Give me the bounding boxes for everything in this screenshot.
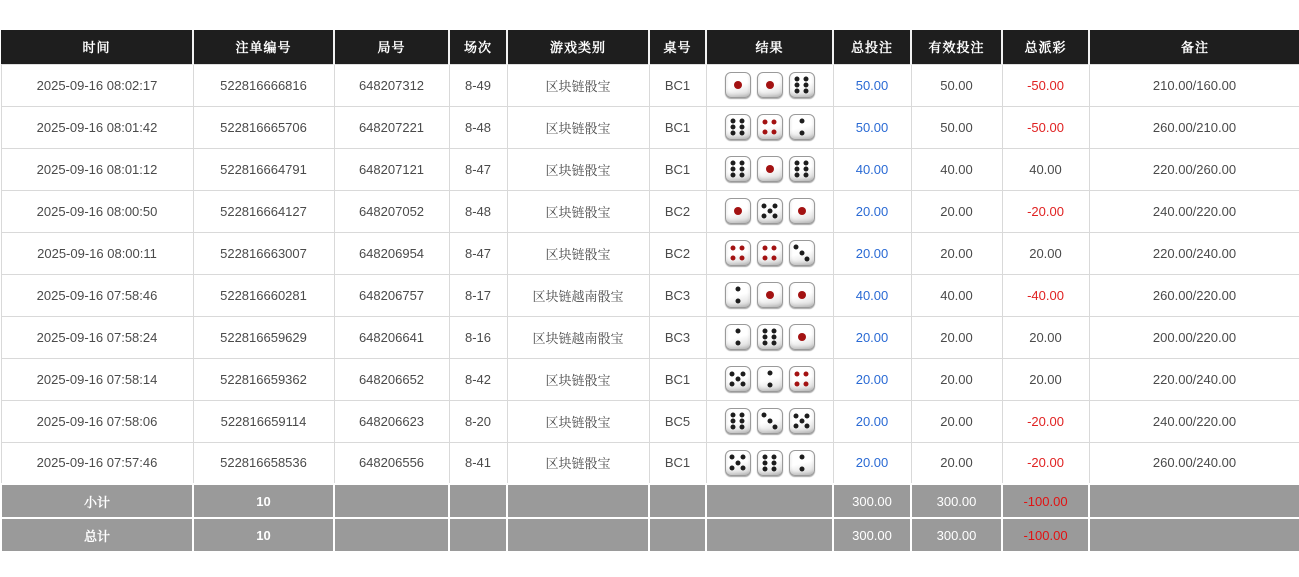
table-row bbox=[1, 316, 1299, 358]
summary-empty-cell bbox=[449, 484, 507, 518]
die-face-6 bbox=[757, 450, 783, 476]
grand-total-row bbox=[1, 518, 1299, 552]
table-no-cell: BC3 bbox=[649, 274, 706, 316]
summary-empty-cell bbox=[507, 484, 649, 518]
column-header-table-no: 桌号 bbox=[649, 30, 706, 64]
result-cell bbox=[706, 274, 833, 316]
die-face-4 bbox=[789, 366, 815, 392]
die-face-3 bbox=[757, 408, 783, 434]
table-row bbox=[1, 232, 1299, 274]
die-face-2 bbox=[725, 282, 751, 308]
summary-total-bet: 300.00 bbox=[833, 484, 911, 518]
remark-cell: 220.00/260.00 bbox=[1089, 148, 1299, 190]
game-type-cell: 区块链越南骰宝 bbox=[507, 274, 649, 316]
table-body bbox=[1, 64, 1299, 484]
summary-empty-cell bbox=[1089, 484, 1299, 518]
valid-bet-cell: 40.00 bbox=[911, 274, 1002, 316]
header-row bbox=[1, 30, 1299, 64]
remark-cell: 260.00/210.00 bbox=[1089, 106, 1299, 148]
total-payout-cell: -40.00 bbox=[1002, 274, 1089, 316]
round-id-cell: 648207221 bbox=[334, 106, 449, 148]
session-cell: 8-49 bbox=[449, 64, 507, 106]
summary-count: 10 bbox=[193, 518, 334, 552]
table-no-cell: BC1 bbox=[649, 442, 706, 484]
table-no-cell: BC5 bbox=[649, 400, 706, 442]
die-face-6 bbox=[725, 114, 751, 140]
time-cell: 2025-09-16 07:58:46 bbox=[1, 274, 193, 316]
valid-bet-cell: 20.00 bbox=[911, 190, 1002, 232]
die-face-5 bbox=[725, 450, 751, 476]
session-cell: 8-47 bbox=[449, 232, 507, 274]
total-bet-link[interactable]: 50.00 bbox=[833, 64, 911, 106]
session-cell: 8-47 bbox=[449, 148, 507, 190]
bet-id-cell: 522816665706 bbox=[193, 106, 334, 148]
session-cell: 8-42 bbox=[449, 358, 507, 400]
valid-bet-cell: 20.00 bbox=[911, 400, 1002, 442]
table-row bbox=[1, 274, 1299, 316]
time-cell: 2025-09-16 07:58:24 bbox=[1, 316, 193, 358]
column-header-result: 结果 bbox=[706, 30, 833, 64]
summary-empty-cell bbox=[706, 518, 833, 552]
time-cell: 2025-09-16 08:00:50 bbox=[1, 190, 193, 232]
session-cell: 8-41 bbox=[449, 442, 507, 484]
bet-id-cell: 522816659114 bbox=[193, 400, 334, 442]
bet-id-cell: 522816659362 bbox=[193, 358, 334, 400]
total-bet-link[interactable]: 20.00 bbox=[833, 358, 911, 400]
total-bet-link[interactable]: 40.00 bbox=[833, 274, 911, 316]
valid-bet-cell: 20.00 bbox=[911, 442, 1002, 484]
round-id-cell: 648206652 bbox=[334, 358, 449, 400]
valid-bet-cell: 40.00 bbox=[911, 148, 1002, 190]
valid-bet-cell: 20.00 bbox=[911, 358, 1002, 400]
round-id-cell: 648207121 bbox=[334, 148, 449, 190]
die-face-6 bbox=[789, 72, 815, 98]
die-face-2 bbox=[725, 324, 751, 350]
die-face-1 bbox=[757, 282, 783, 308]
bet-id-cell: 522816660281 bbox=[193, 274, 334, 316]
table-no-cell: BC1 bbox=[649, 148, 706, 190]
die-face-5 bbox=[725, 366, 751, 392]
table-row bbox=[1, 400, 1299, 442]
total-payout-cell: 20.00 bbox=[1002, 358, 1089, 400]
result-cell bbox=[706, 400, 833, 442]
valid-bet-cell: 50.00 bbox=[911, 106, 1002, 148]
die-face-4 bbox=[757, 240, 783, 266]
session-cell: 8-20 bbox=[449, 400, 507, 442]
remark-cell: 210.00/160.00 bbox=[1089, 64, 1299, 106]
column-header-time: 时间 bbox=[1, 30, 193, 64]
die-face-4 bbox=[725, 240, 751, 266]
result-cell bbox=[706, 64, 833, 106]
column-header-round-id: 局号 bbox=[334, 30, 449, 64]
total-payout-cell: 20.00 bbox=[1002, 316, 1089, 358]
summary-total-payout: -100.00 bbox=[1002, 484, 1089, 518]
session-cell: 8-16 bbox=[449, 316, 507, 358]
round-id-cell: 648206623 bbox=[334, 400, 449, 442]
die-face-2 bbox=[757, 366, 783, 392]
total-bet-link[interactable]: 20.00 bbox=[833, 442, 911, 484]
remark-cell: 240.00/220.00 bbox=[1089, 400, 1299, 442]
round-id-cell: 648207312 bbox=[334, 64, 449, 106]
die-face-1 bbox=[725, 198, 751, 224]
total-bet-link[interactable]: 20.00 bbox=[833, 400, 911, 442]
game-type-cell: 区块链骰宝 bbox=[507, 442, 649, 484]
total-bet-link[interactable]: 20.00 bbox=[833, 232, 911, 274]
summary-valid-bet: 300.00 bbox=[911, 484, 1002, 518]
die-face-1 bbox=[789, 198, 815, 224]
remark-cell: 220.00/240.00 bbox=[1089, 232, 1299, 274]
table-no-cell: BC1 bbox=[649, 64, 706, 106]
round-id-cell: 648207052 bbox=[334, 190, 449, 232]
summary-empty-cell bbox=[334, 484, 449, 518]
summary-empty-cell bbox=[1089, 518, 1299, 552]
game-type-cell: 区块链骰宝 bbox=[507, 232, 649, 274]
summary-valid-bet: 300.00 bbox=[911, 518, 1002, 552]
column-header-total-payout: 总派彩 bbox=[1002, 30, 1089, 64]
result-cell bbox=[706, 442, 833, 484]
table-footer bbox=[1, 484, 1299, 552]
summary-empty-cell bbox=[449, 518, 507, 552]
die-face-6 bbox=[789, 156, 815, 182]
round-id-cell: 648206641 bbox=[334, 316, 449, 358]
table-row bbox=[1, 64, 1299, 106]
total-payout-cell: -20.00 bbox=[1002, 400, 1089, 442]
game-type-cell: 区块链骰宝 bbox=[507, 400, 649, 442]
summary-empty-cell bbox=[507, 518, 649, 552]
table-row bbox=[1, 148, 1299, 190]
table-header bbox=[1, 30, 1299, 64]
die-face-1 bbox=[757, 156, 783, 182]
game-type-cell: 区块链骰宝 bbox=[507, 106, 649, 148]
total-payout-cell: 20.00 bbox=[1002, 232, 1089, 274]
die-face-5 bbox=[757, 198, 783, 224]
summary-empty-cell bbox=[334, 518, 449, 552]
time-cell: 2025-09-16 07:58:06 bbox=[1, 400, 193, 442]
game-type-cell: 区块链骰宝 bbox=[507, 358, 649, 400]
total-payout-cell: -20.00 bbox=[1002, 190, 1089, 232]
bet-records-table bbox=[0, 30, 1299, 553]
die-face-1 bbox=[757, 72, 783, 98]
die-face-1 bbox=[789, 324, 815, 350]
time-cell: 2025-09-16 07:58:14 bbox=[1, 358, 193, 400]
result-cell bbox=[706, 190, 833, 232]
valid-bet-cell: 20.00 bbox=[911, 232, 1002, 274]
session-cell: 8-48 bbox=[449, 106, 507, 148]
bet-id-cell: 522816666816 bbox=[193, 64, 334, 106]
table-no-cell: BC3 bbox=[649, 316, 706, 358]
summary-empty-cell bbox=[649, 484, 706, 518]
total-bet-link[interactable]: 50.00 bbox=[833, 106, 911, 148]
total-payout-cell: -20.00 bbox=[1002, 442, 1089, 484]
total-payout-cell: -50.00 bbox=[1002, 64, 1089, 106]
table-row bbox=[1, 190, 1299, 232]
time-cell: 2025-09-16 08:01:12 bbox=[1, 148, 193, 190]
table-row bbox=[1, 106, 1299, 148]
summary-empty-cell bbox=[649, 518, 706, 552]
subtotal-row bbox=[1, 484, 1299, 518]
total-bet-link[interactable]: 20.00 bbox=[833, 190, 911, 232]
total-payout-cell: 40.00 bbox=[1002, 148, 1089, 190]
column-header-total-bet: 总投注 bbox=[833, 30, 911, 64]
summary-total-bet: 300.00 bbox=[833, 518, 911, 552]
die-face-2 bbox=[789, 450, 815, 476]
time-cell: 2025-09-16 08:02:17 bbox=[1, 64, 193, 106]
table-row bbox=[1, 358, 1299, 400]
total-bet-link[interactable]: 20.00 bbox=[833, 316, 911, 358]
column-header-remark: 备注 bbox=[1089, 30, 1299, 64]
remark-cell: 200.00/220.00 bbox=[1089, 316, 1299, 358]
table-no-cell: BC2 bbox=[649, 232, 706, 274]
remark-cell: 260.00/240.00 bbox=[1089, 442, 1299, 484]
summary-count: 10 bbox=[193, 484, 334, 518]
grand-total-label: 总计 bbox=[1, 518, 193, 552]
result-cell bbox=[706, 232, 833, 274]
bet-id-cell: 522816664127 bbox=[193, 190, 334, 232]
session-cell: 8-17 bbox=[449, 274, 507, 316]
column-header-valid-bet: 有效投注 bbox=[911, 30, 1002, 64]
bet-id-cell: 522816663007 bbox=[193, 232, 334, 274]
game-type-cell: 区块链骰宝 bbox=[507, 190, 649, 232]
bet-id-cell: 522816659629 bbox=[193, 316, 334, 358]
result-cell bbox=[706, 106, 833, 148]
die-face-6 bbox=[725, 408, 751, 434]
total-bet-link[interactable]: 40.00 bbox=[833, 148, 911, 190]
result-cell bbox=[706, 316, 833, 358]
valid-bet-cell: 50.00 bbox=[911, 64, 1002, 106]
die-face-2 bbox=[789, 114, 815, 140]
die-face-1 bbox=[725, 72, 751, 98]
time-cell: 2025-09-16 08:01:42 bbox=[1, 106, 193, 148]
die-face-6 bbox=[725, 156, 751, 182]
table-no-cell: BC1 bbox=[649, 106, 706, 148]
remark-cell: 240.00/220.00 bbox=[1089, 190, 1299, 232]
round-id-cell: 648206556 bbox=[334, 442, 449, 484]
die-face-5 bbox=[789, 408, 815, 434]
die-face-3 bbox=[789, 240, 815, 266]
die-face-1 bbox=[789, 282, 815, 308]
remark-cell: 260.00/220.00 bbox=[1089, 274, 1299, 316]
session-cell: 8-48 bbox=[449, 190, 507, 232]
table-no-cell: BC2 bbox=[649, 190, 706, 232]
column-header-session: 场次 bbox=[449, 30, 507, 64]
table-row bbox=[1, 442, 1299, 484]
round-id-cell: 648206954 bbox=[334, 232, 449, 274]
die-face-6 bbox=[757, 324, 783, 350]
valid-bet-cell: 20.00 bbox=[911, 316, 1002, 358]
table-no-cell: BC1 bbox=[649, 358, 706, 400]
subtotal-label: 小计 bbox=[1, 484, 193, 518]
time-cell: 2025-09-16 08:00:11 bbox=[1, 232, 193, 274]
remark-cell: 220.00/240.00 bbox=[1089, 358, 1299, 400]
round-id-cell: 648206757 bbox=[334, 274, 449, 316]
bet-id-cell: 522816664791 bbox=[193, 148, 334, 190]
die-face-4 bbox=[757, 114, 783, 140]
game-type-cell: 区块链骰宝 bbox=[507, 64, 649, 106]
summary-empty-cell bbox=[706, 484, 833, 518]
result-cell bbox=[706, 148, 833, 190]
result-cell bbox=[706, 358, 833, 400]
summary-total-payout: -100.00 bbox=[1002, 518, 1089, 552]
game-type-cell: 区块链骰宝 bbox=[507, 148, 649, 190]
bet-id-cell: 522816658536 bbox=[193, 442, 334, 484]
column-header-game-type: 游戏类别 bbox=[507, 30, 649, 64]
total-payout-cell: -50.00 bbox=[1002, 106, 1089, 148]
time-cell: 2025-09-16 07:57:46 bbox=[1, 442, 193, 484]
column-header-bet-id: 注单编号 bbox=[193, 30, 334, 64]
game-type-cell: 区块链越南骰宝 bbox=[507, 316, 649, 358]
